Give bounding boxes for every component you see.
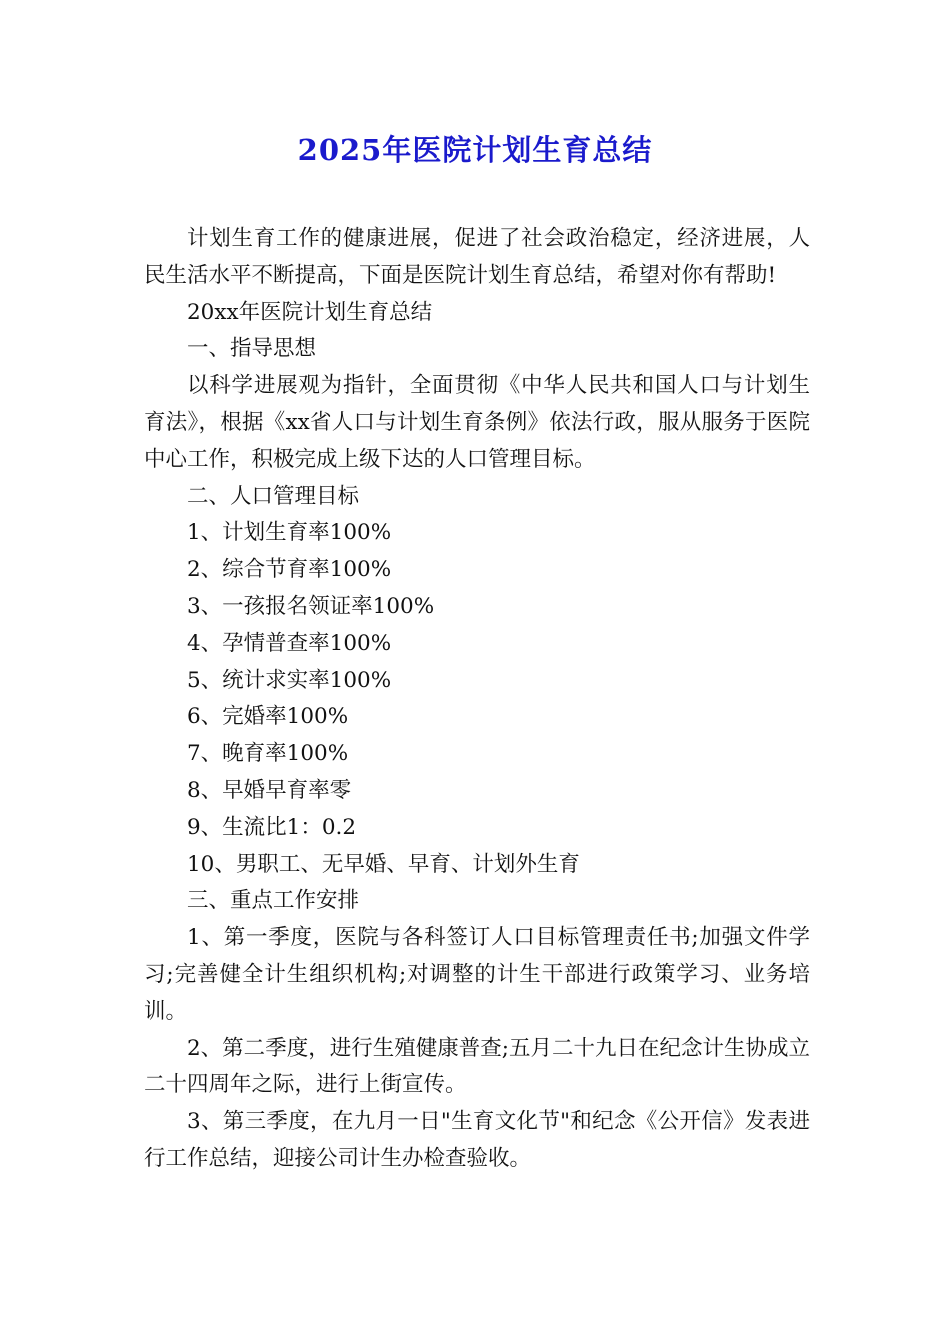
target-item: 6、完婚率100% (187, 704, 349, 730)
document-body (144, 221, 810, 1178)
paragraph-guiding-thought: 以科学进展观为指针，全面贯彻《中华人民共和国人口与计划生育法》，根据《xx省人口与计划生育条例》依法行政，服从服务于医院中心工作，积极完成上级下达的人口管理目标。 (144, 373, 810, 472)
target-item: 9、生流比1：0.2 (187, 814, 357, 840)
section-heading-2: 二、人口管理目标 (187, 483, 360, 509)
target-item: 8、早婚早育率零 (187, 777, 352, 803)
work-item: 3、第三季度，在九月一日"生育文化节"和纪念《公开信》发表进行工作总结，迎接公司计生办检查验收。 (144, 1109, 810, 1171)
work-item: 2、第二季度，进行生殖健康普查;五月二十九日在纪念计生协成立二十四周年之际，进行上街宣传。 (144, 1035, 810, 1098)
paragraph-subtitle: 20xx年医院计划生育总结 (187, 299, 433, 325)
section-heading-3: 三、重点工作安排 (187, 888, 360, 914)
paragraph-intro: 计划生育工作的健康进展，促进了社会政治稳定，经济进展，人民生活水平不断提高，下面是医院计划生育总结，希望对你有帮助! (144, 226, 810, 288)
target-item: 5、统计求实率100% (187, 667, 392, 693)
target-item: 3、一孩报名领证率100% (187, 593, 435, 619)
target-item: 4、孕情普查率100% (187, 630, 392, 656)
target-item: 10、男职工、无早婚、早育、计划外生育 (187, 851, 580, 877)
work-item: 1、第一季度，医院与各科签订人口目标管理责任书;加强文件学习;完善健全计生组织机构;对调整的计生干部进行政策学习、业务培训。 (144, 925, 810, 1024)
target-item: 1、计划生育率100% (187, 520, 392, 546)
target-item: 7、晚育率100% (187, 741, 349, 767)
document-title: 2025年医院计划生育总结 (297, 133, 653, 167)
section-heading-1: 一、指导思想 (187, 336, 317, 362)
target-item: 2、综合节育率100% (187, 557, 392, 583)
